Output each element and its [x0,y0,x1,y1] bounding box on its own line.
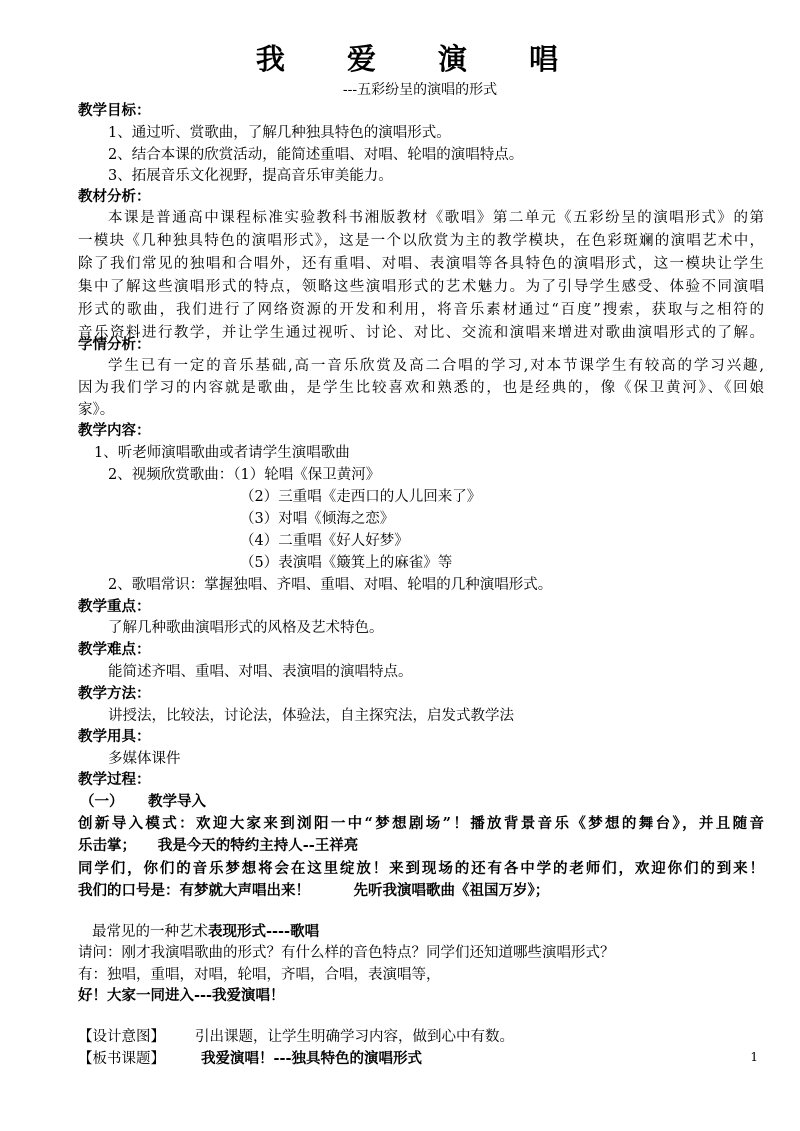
heading-process: 教学过程： [78,771,151,788]
student-line: 家》。 [78,402,115,418]
key-points-text: 了解几种歌曲演唱形式的风格及艺术特色。 [108,620,384,636]
page-title: 我 爱 演 唱 [255,42,585,76]
heading-objectives: 教学目标： [78,102,151,119]
process-line: 乐击掌； 我是今天的特约主持人--王祥亮 [78,837,359,854]
heading-difficulties: 教学难点： [78,641,151,658]
objective-item: 3、拓展音乐文化视野，提高音乐审美能力。 [108,168,393,184]
difficulties-text: 能简述齐唱、重唱、对唱、表演唱的演唱特点。 [108,664,413,680]
board-title-text: 我爱演唱！---独具特色的演唱形式 [201,1050,423,1067]
material-line: 一模块《几种独具特色的演唱形式》，这是一个以欣赏为主的教学模块，在色彩斑斓的演唱艺术中， [78,233,764,249]
design-intent [78,1027,514,1047]
process-text-bold: 表现形式----歌唱 [208,923,320,940]
content-subitem: （5）表演唱《簸箕上的麻雀》等 [240,555,453,571]
material-line: 音乐资料进行教学，并让学生通过视听、讨论、对比、交流和演唱来增进对歌曲演唱形式的了解。 [78,325,764,341]
process-line: 请问：刚才我演唱歌曲的形式？有什么样的音色特点？同学们还知道哪些演唱形式？ [78,945,615,961]
process-line: 有：独唱，重唱，对唱，轮唱，齐唱，合唱，表演唱等， [78,967,441,983]
heading-content: 教学内容： [78,422,151,439]
student-line: 因为我们学习的内容就是歌曲，是学生比较喜欢和熟悉的，也是经典的，像《保卫黄河》、《回娘 [78,380,764,396]
heading-tools: 教学用具： [78,728,151,745]
process-line: 我们的口号是：有梦就大声唱出来！ 先听我演唱歌曲《祖国万岁》； [78,882,550,899]
board-title [78,1049,422,1069]
content-item: 1、听老师演唱歌曲或者请学生演唱歌曲 [94,445,350,461]
content-item: 2、歌唱常识：掌握独唱、齐唱、重唱、对唱、轮唱的几种演唱形式。 [108,577,553,593]
content-subitem: （3）对唱《倾海之恋》 [240,511,395,527]
process-text: 最常见的一种艺术 [92,924,208,940]
process-step-number: （一） [80,793,124,810]
process-line: 同学们，你们的音乐梦想将会在这里绽放！来到现场的还有各中学的老师们，欢迎你们的到来！ [78,860,764,877]
material-line: 集中了解这些演唱形式的特点，领略这些演唱形式的艺术魅力。为了引导学生感受、体验不同演唱 [78,279,764,295]
objective-item: 1、通过听、赏歌曲，了解几种独具特色的演唱形式。 [108,125,451,141]
heading-material-analysis: 教材分析： [78,188,151,205]
material-line: 形式的歌曲，我们进行了网络资源的开发和利用，将音乐素材通过“百度”搜索，获取与之相符的 [78,302,764,318]
process-line [92,922,319,942]
board-title-label: 【板书课题】 [78,1051,165,1067]
material-line: 除了我们常见的独唱和合唱外，还有重唱、对唱、表演唱等各具特色的演唱形式，这一模块让学生 [78,256,764,272]
heading-methods: 教学方法： [78,685,151,702]
design-intent-text: 引出课题，让学生明确学习内容，做到心中有数。 [195,1029,514,1045]
methods-text: 讲授法，比较法，讨论法，体验法，自主探究法，启发式教学法 [108,708,514,724]
design-intent-label: 【设计意图】 [78,1029,165,1045]
process-step-title: 教学导入 [148,793,206,810]
process-line: 创新导入模式：欢迎大家来到浏阳一中“梦想剧场”！播放背景音乐《梦想的舞台》，并且随音 [78,815,764,832]
material-line: 本课是普通高中课程标准实验教科书湘版教材《歌唱》第二单元《五彩纷呈的演唱形式》的第 [108,210,764,226]
page-number: 1 [750,1050,758,1064]
objective-item: 2、结合本课的欣赏活动，能简述重唱、对唱、轮唱的演唱特点。 [108,147,524,163]
page-subtitle: ---五彩纷呈的演唱的形式 [342,82,498,98]
heading-key-points: 教学重点： [78,598,151,615]
heading-student-analysis: 学情分析： [78,336,151,353]
tools-text: 多媒体课件 [108,751,181,767]
content-item: 2、视频欣赏歌曲：（1）轮唱《保卫黄河》 [108,467,381,483]
content-subitem: （4）二重唱《好人好梦》 [240,533,409,549]
content-subitem: （2）三重唱《走西口的人儿回来了》 [240,489,482,505]
student-line: 学生已有一定的音乐基础,高一音乐欣赏及高二合唱的学习,对本节课学生有较高的学习兴趣, [108,358,764,374]
process-line: 好！大家一同进入---我爱演唱！ [78,987,285,1004]
